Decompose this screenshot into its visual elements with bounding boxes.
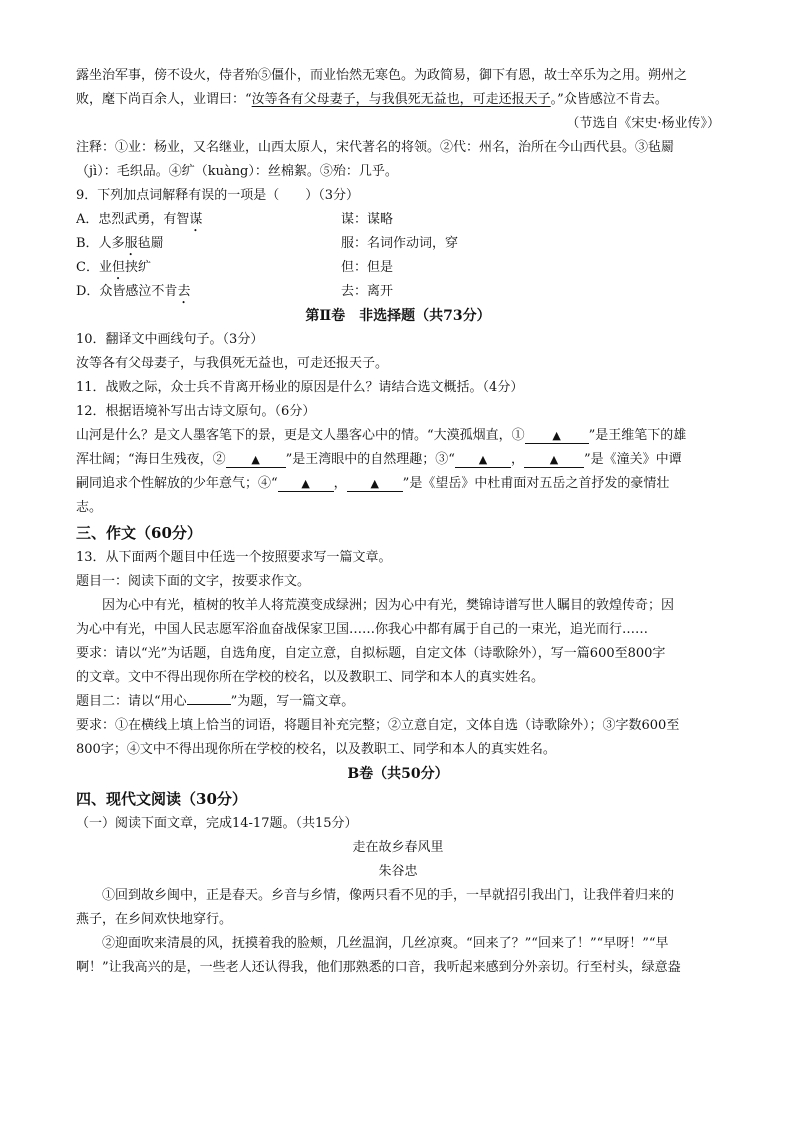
answer-blank-4a[interactable]: ▲ (278, 477, 334, 492)
topic-2-text: ”为题，写一篇文章。 (230, 694, 355, 709)
q12-text: ”是王湾眼中的自然理趣；③“ (285, 452, 455, 467)
question-9-option-d[interactable] (76, 280, 720, 304)
q12-text: ”是《潼关》中谭 (583, 452, 682, 467)
answer-blank-1[interactable]: ▲ (525, 429, 589, 444)
option-text: 挟纩 (124, 260, 151, 275)
q12-text: 浑壮阔；“海日生残夜，② (76, 452, 226, 467)
paragraph-2-line-2: 啊！”让我高兴的是，一些老人还认得我，他们那熟悉的口音，我听起来感到分外亲切。行至村头，绿意盎 (76, 960, 681, 975)
option-text: D．众皆感泣不肯 (76, 284, 178, 299)
q12-text: ， (510, 452, 524, 467)
topic-2-requirement-1: 要求：①在横线上填上恰当的词语，将题目补充完整；②立意自定，文体自选（诗歌除外）；③字数600至 (76, 718, 680, 733)
passage-line-1: 露坐治军事，傍不设火，侍者殆⑤僵仆，而业怡然无寒色。为政简易，御下有恩，故士卒乐为之用。朔州之 (76, 68, 688, 83)
answer-blank-3b[interactable]: ▲ (524, 453, 584, 468)
question-12-line-1 (76, 424, 720, 448)
question-12-line-2 (76, 448, 720, 472)
notes-line-1: 注释：①业：杨业，又名继业，山西太原人，宋代著名的将领。②代：州名，治所在今山西代县。③毡罽 (76, 140, 675, 155)
dotted-word: 去 (177, 284, 191, 299)
article-author: 朱谷忠 (378, 864, 418, 879)
question-11-stem: 11．战败之际，众士兵不肯离开杨业的原因是什么？请结合选文概括。（4分） (76, 380, 524, 395)
answer-blank-3a[interactable]: ▲ (455, 453, 511, 468)
part-2-title: 第Ⅱ卷 非选择题（共73分） (305, 308, 491, 324)
answer-blank-4b[interactable]: ▲ (347, 477, 403, 492)
passage-line-2 (76, 88, 720, 112)
underlined-sentence: 汝等各有父母妻子，与我俱死无益也，可走还报天子 (251, 92, 551, 107)
option-explanation: 去：离开 (341, 284, 394, 299)
q12-text: ， (333, 476, 347, 491)
part-b-title: B卷（共50分） (347, 766, 449, 782)
question-12-line-3 (76, 472, 720, 496)
paragraph-1-line-1: ①回到故乡闽中，正是春天。乡音与乡情，像两只看不见的手，一早就招引我出门，让我伴着归来的 (102, 888, 675, 903)
passage-source: （节选自《宋史·杨业传》） (566, 116, 720, 131)
option-explanation: 但：但是 (341, 260, 394, 275)
option-text: 毡罽 (137, 236, 164, 251)
question-10-sentence: 汝等各有父母妻子，与我俱死无益也，可走还报天子。 (76, 356, 389, 371)
option-text: C．业 (76, 260, 112, 275)
section-4-subtitle: （一）阅读下面文章，完成14-17题。（共15分） (76, 816, 358, 831)
question-9-option-b[interactable] (76, 232, 720, 256)
topic-2-head (76, 690, 720, 714)
answer-blank-2[interactable]: ▲ (226, 453, 286, 468)
title-blank[interactable] (187, 690, 231, 705)
topic-1-material-1: 因为心中有光，植树的牧羊人将荒漠变成绿洲；因为心中有光，樊锦诗谱写世人瞩目的敦煌传奇；因 (102, 598, 675, 613)
q12-text: 山河是什么？是文人墨客笔下的景，更是文人墨客心中的情。“大漠孤烟直，① (76, 428, 525, 443)
dotted-word: 服 (124, 236, 138, 251)
question-12-stem: 12．根据语境补写出古诗文原句。（6分） (76, 404, 316, 419)
question-9-option-a[interactable] (76, 208, 720, 232)
passage-line-2-post: 。”众皆感泣不肯去。 (550, 92, 668, 107)
section-4-title: 四、现代文阅读（30分） (76, 790, 247, 808)
notes-line-2: （jì）：毛织品。④纩（kuàng）：丝棉絮。⑤殆：几乎。 (76, 164, 398, 179)
q12-text: ”是《望岳》中杜甫面对五岳之首抒发的豪情壮 (402, 476, 670, 491)
question-9-stem: 9．下列加点词解释有误的一项是（ ）（3分） (76, 188, 360, 203)
option-text: B．人多 (76, 236, 125, 251)
option-explanation: 谋：谋略 (341, 212, 394, 227)
topic-1-requirement-2: 的文章。文中不得出现你所在学校的校名，以及教职工、同学和本人的真实姓名。 (76, 670, 545, 685)
option-explanation: 服：名词作动词，穿 (341, 236, 459, 251)
passage-line-2-pre: 败，麾下尚百余人，业谓曰：“ (76, 92, 252, 107)
topic-1-head: 题目一：阅读下面的文字，按要求作文。 (76, 574, 311, 589)
question-13-stem: 13．从下面两个题目中任选一个按照要求写一篇文章。 (76, 550, 392, 565)
article-title: 走在故乡春风里 (352, 840, 444, 855)
paragraph-2-line-1: ②迎面吹来清晨的风，抚摸着我的脸颊，几丝温润，几丝凉爽。“回来了？”“回来了！”“早呀！”“早 (102, 936, 669, 951)
section-3-title: 三、作文（60分） (76, 524, 202, 542)
question-10-stem: 10．翻译文中画线句子。（3分） (76, 332, 264, 347)
q12-text: ”是王维笔下的雄 (588, 428, 687, 443)
paragraph-1-line-2: 燕子，在乡间欢快地穿行。 (76, 912, 233, 927)
q12-text: 嗣同追求个性解放的少年意气；④“ (76, 476, 278, 491)
dotted-word: 谋 (189, 212, 203, 227)
option-text: A．忠烈武勇，有智 (76, 212, 190, 227)
question-9-option-c[interactable] (76, 256, 720, 280)
topic-1-material-2: 为心中有光，中国人民志愿军浴血奋战保家卫国……你我心中都有属于自己的一束光，追光而行…… (76, 622, 649, 637)
topic-2-text: 题目二：请以“用心 (76, 694, 187, 709)
question-12-line-4: 志。 (76, 500, 103, 515)
topic-2-requirement-2: 800字；④文中不得出现你所在学校的校名，以及教职工、同学和本人的真实姓名。 (76, 742, 556, 757)
dotted-word: 但 (111, 260, 125, 275)
topic-1-requirement-1: 要求：请以“光”为话题，自选角度，自定立意，自拟标题，自定文体（诗歌除外），写一篇600至800字 (76, 646, 666, 661)
